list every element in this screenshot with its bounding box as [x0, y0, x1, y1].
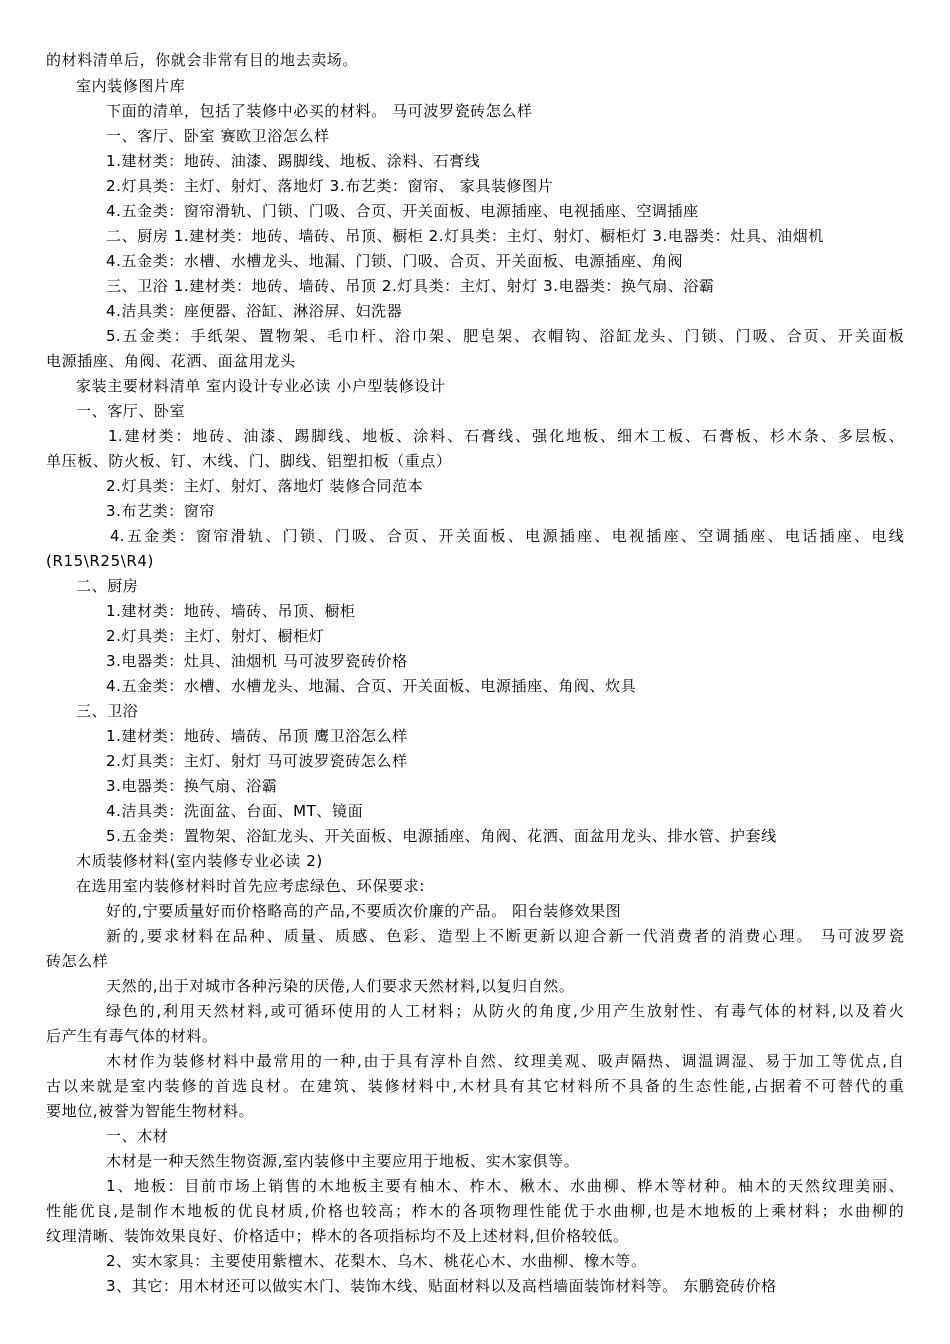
text-line: 4.洁具类：洗面盆、台面、MT、镜面: [106, 802, 364, 820]
text-line: 的材料清单后，你就会非常有目的地去卖场。: [46, 51, 359, 69]
text-line: 要地位,被誉为智能生物材料。: [46, 1102, 255, 1120]
text-line: 1.建材类：地砖、墙砖、吊顶、橱柜: [106, 602, 356, 620]
text-line: 二、厨房 1.建材类：地砖、墙砖、吊顶、橱柜 2.灯具类：主灯、射灯、橱柜灯 3.电器类：灶具、油烟机: [106, 227, 824, 245]
text-line: 2.灯具类：主灯、射灯、橱柜灯: [106, 627, 325, 645]
text-line: 好的,宁要质量好而价格略高的产品,不要质次价廉的产品。 阳台装修效果图: [106, 902, 622, 920]
text-line: 4.五金类：窗帘滑轨、门锁、门吸、合页、开关面板、电源插座、电视插座、空调插座、电话插座、电线: [110, 527, 904, 545]
text-line: 木材作为装修材料中最常用的一种,由于具有淳朴自然、纹理美观、吸声隔热、调温调湿、易于加工等优点,自: [106, 1052, 904, 1070]
text-line: 在选用室内装修材料时首先应考虑绿色、环保要求:: [76, 877, 425, 895]
text-line: 3.电器类：灶具、油烟机 马可波罗瓷砖价格: [106, 652, 408, 670]
text-line: 下面的清单，包括了装修中必买的材料。 马可波罗瓷砖怎么样: [106, 102, 533, 120]
text-line: 1、地板：目前市场上销售的木地板主要有柚木、柞木、楸木、水曲柳、桦木等材种。柚木的天然纹理美丽、: [106, 1177, 904, 1195]
text-line: 后产生有毒气体的材料。: [46, 1027, 218, 1045]
text-line: 天然的,出于对城市各种污染的厌倦,人们要求天然材料,以复归自然。: [106, 977, 575, 995]
section-heading: 一、木材: [106, 1127, 169, 1145]
text-line: 2、实木家具：主要使用紫檀木、花梨木、乌木、桃花心木、水曲柳、橡木等。: [106, 1252, 647, 1270]
text-line: 1.建材类：地砖、油漆、踢脚线、地板、涂料、石膏线、强化地板、细木工板、石膏板、杉木条、多层板、: [108, 427, 904, 445]
text-line: 3.电器类：换气扇、浴霸: [106, 777, 278, 795]
text-line: 新的,要求材料在品种、质量、质感、色彩、造型上不断更新以迎合新一代消费者的消费心理。 马可波罗瓷: [106, 927, 904, 945]
text-line: 1.建材类：地砖、油漆、踢脚线、地板、涂料、石膏线: [106, 152, 481, 170]
text-line: 电源插座、角阀、花洒、面盆用龙头: [46, 352, 296, 370]
text-line: 砖怎么样: [46, 952, 109, 970]
section-heading: 家装主要材料清单 室内设计专业必读 小户型装修设计: [76, 377, 446, 395]
text-line: 纹理清晰、装饰效果良好、价格适中；桦木的各项指标均不及上述材料,但价格较低。: [46, 1227, 629, 1245]
text-line: 4.五金类：水槽、水槽龙头、地漏、合页、开关面板、电源插座、角阀、炊具: [106, 677, 637, 695]
text-line: 4.洁具类：座便器、浴缸、淋浴屏、妇洗器: [106, 302, 403, 320]
text-line: 4.五金类：水槽、水槽龙头、地漏、门锁、门吸、合页、开关面板、电源插座、角阀: [106, 252, 684, 270]
text-line: 1.建材类：地砖、墙砖、吊顶 鹰卫浴怎么样: [106, 727, 408, 745]
section-heading: 一、客厅、卧室 赛欧卫浴怎么样: [106, 127, 330, 145]
text-line: 2.灯具类：主灯、射灯 马可波罗瓷砖怎么样: [106, 752, 408, 770]
text-line: (R15\R25\R4): [46, 552, 154, 570]
text-line: 绿色的,利用天然材料,或可循环使用的人工材料；从防火的角度,少用产生放射性、有毒气体的材料,以及着火: [106, 1002, 904, 1020]
text-line: 3、其它：用木材还可以做实木门、装饰木线、贴面材料以及高档墙面装饰材料等。 东鹏瓷砖价格: [106, 1277, 777, 1295]
section-heading: 三、卫浴: [76, 702, 139, 720]
text-line: 5.五金类：手纸架、置物架、毛巾杆、浴巾架、肥皂架、衣帽钩、浴缸龙头、门锁、门吸、合页、开关面板: [106, 327, 904, 345]
text-line: 木材是一种天然生物资源,室内装修中主要应用于地板、实木家俱等。: [106, 1152, 580, 1170]
text-line: 3.布艺类：窗帘: [106, 502, 216, 520]
section-heading: 木质装修材料(室内装修专业必读 2): [76, 852, 323, 870]
text-line: 古以来就是室内装修的首选良材。在建筑、装修材料中,木材具有其它材料所不具备的生态性能,占据着不可替代的重: [46, 1077, 904, 1095]
text-line: 5.五金类：置物架、浴缸龙头、开关面板、电源插座、角阀、花洒、面盆用龙头、排水管、护套线: [106, 827, 777, 845]
text-line: 2.灯具类：主灯、射灯、落地灯 3.布艺类：窗帘、 家具装修图片: [106, 177, 554, 195]
text-line: 性能优良,是制作木地板的优良材质,价格也较高；柞木的各项物理性能优于水曲柳,也是木地板的上乘材料；水曲柳的: [46, 1202, 904, 1220]
text-line: 2.灯具类：主灯、射灯、落地灯 装修合同范本: [106, 477, 424, 495]
section-heading: 二、厨房: [76, 577, 139, 595]
text-line: 单压板、防火板、钉、木线、门、脚线、铝塑扣板（重点）: [46, 452, 452, 470]
text-line: 室内装修图片库: [76, 77, 186, 95]
section-heading: 一、客厅、卧室: [76, 402, 186, 420]
text-line: 4.五金类：窗帘滑轨、门锁、门吸、合页、开关面板、电源插座、电视插座、空调插座: [106, 202, 699, 220]
text-line: 三、卫浴 1.建材类：地砖、墙砖、吊顶 2.灯具类：主灯、射灯 3.电器类：换气扇、浴霸: [106, 277, 715, 295]
